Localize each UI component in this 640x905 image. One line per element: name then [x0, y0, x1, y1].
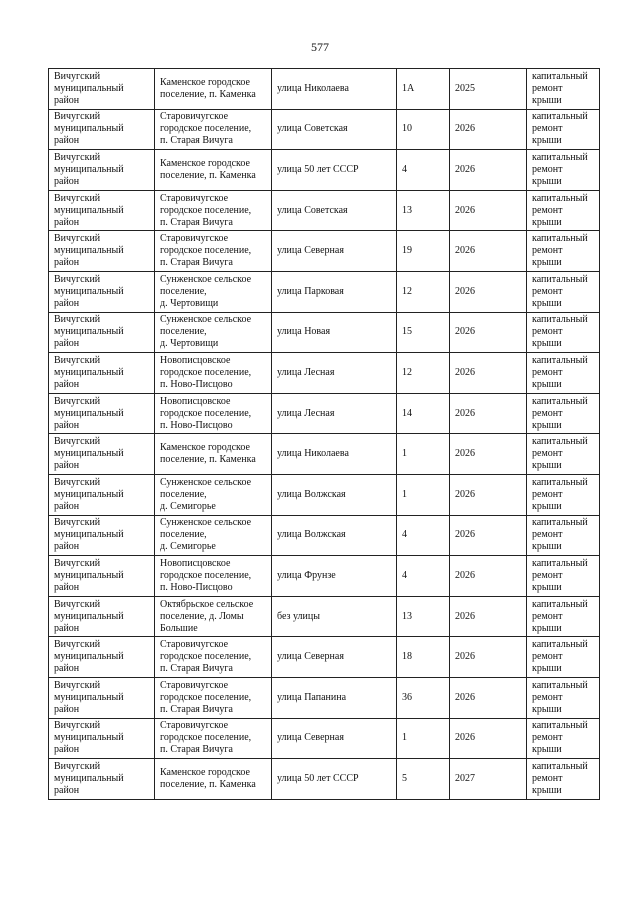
street-cell: улица Волжская [272, 515, 397, 556]
district-cell: Вичугский муниципальный район [49, 231, 155, 272]
work-type-cell: капитальный ремонт крыши [527, 231, 600, 272]
settlement-cell: Новописцовское городское поселение, п. Ново-Писцово [155, 353, 272, 394]
table-row [49, 271, 600, 312]
house-number-cell: 18 [397, 637, 450, 678]
table-row [49, 556, 600, 597]
settlement-cell: Старовичугское городское поселение, п. Старая Вичуга [155, 677, 272, 718]
house-number-cell: 12 [397, 353, 450, 394]
settlement-cell: Старовичугское городское поселение, п. Старая Вичуга [155, 637, 272, 678]
house-number-cell: 4 [397, 556, 450, 597]
house-number-cell: 4 [397, 515, 450, 556]
settlement-cell: Сунженское сельское поселение, д. Чертовищи [155, 312, 272, 353]
settlement-cell: Сунженское сельское поселение, д. Чертовищи [155, 271, 272, 312]
page-number: 577 [311, 40, 329, 54]
house-number-cell: 12 [397, 271, 450, 312]
settlement-cell: Старовичугское городское поселение, п. Старая Вичуга [155, 109, 272, 150]
table-row [49, 637, 600, 678]
district-cell: Вичугский муниципальный район [49, 190, 155, 231]
street-cell: улица Лесная [272, 393, 397, 434]
year-cell: 2026 [450, 271, 527, 312]
district-cell: Вичугский муниципальный район [49, 556, 155, 597]
table-row [49, 677, 600, 718]
year-cell: 2026 [450, 312, 527, 353]
district-cell: Вичугский муниципальный район [49, 312, 155, 353]
street-cell: улица Северная [272, 637, 397, 678]
table-row [49, 474, 600, 515]
table-row [49, 596, 600, 637]
street-cell: улица Фрунзе [272, 556, 397, 597]
year-cell: 2026 [450, 474, 527, 515]
district-cell: Вичугский муниципальный район [49, 271, 155, 312]
district-cell: Вичугский муниципальный район [49, 596, 155, 637]
year-cell: 2025 [450, 69, 527, 110]
work-type-cell: капитальный ремонт крыши [527, 150, 600, 191]
house-number-cell: 15 [397, 312, 450, 353]
settlement-cell: Каменское городское поселение, п. Каменка [155, 69, 272, 110]
year-cell: 2026 [450, 718, 527, 759]
table-row [49, 231, 600, 272]
work-type-cell: капитальный ремонт крыши [527, 353, 600, 394]
street-cell: улица Новая [272, 312, 397, 353]
year-cell: 2026 [450, 353, 527, 394]
work-type-cell: капитальный ремонт крыши [527, 596, 600, 637]
table-row [49, 190, 600, 231]
table-row [49, 150, 600, 191]
settlement-cell: Старовичугское городское поселение, п. Старая Вичуга [155, 718, 272, 759]
district-cell: Вичугский муниципальный район [49, 515, 155, 556]
house-number-cell: 19 [397, 231, 450, 272]
district-cell: Вичугский муниципальный район [49, 434, 155, 475]
street-cell: улица Парковая [272, 271, 397, 312]
house-number-cell: 13 [397, 190, 450, 231]
work-type-cell: капитальный ремонт крыши [527, 556, 600, 597]
street-cell: улица 50 лет СССР [272, 150, 397, 191]
district-cell: Вичугский муниципальный район [49, 677, 155, 718]
settlement-cell: Старовичугское городское поселение, п. Старая Вичуга [155, 231, 272, 272]
year-cell: 2026 [450, 556, 527, 597]
street-cell: улица Папанина [272, 677, 397, 718]
house-number-cell: 1 [397, 474, 450, 515]
work-type-cell: капитальный ремонт крыши [527, 190, 600, 231]
house-number-cell: 4 [397, 150, 450, 191]
housing-repair-table [48, 68, 600, 800]
work-type-cell: капитальный ремонт крыши [527, 434, 600, 475]
settlement-cell: Каменское городское поселение, п. Каменка [155, 150, 272, 191]
district-cell: Вичугский муниципальный район [49, 69, 155, 110]
work-type-cell: капитальный ремонт крыши [527, 677, 600, 718]
year-cell: 2027 [450, 759, 527, 800]
district-cell: Вичугский муниципальный район [49, 718, 155, 759]
year-cell: 2026 [450, 434, 527, 475]
table-body [49, 69, 600, 800]
house-number-cell: 1 [397, 434, 450, 475]
year-cell: 2026 [450, 677, 527, 718]
district-cell: Вичугский муниципальный район [49, 393, 155, 434]
settlement-cell: Каменское городское поселение, п. Каменка [155, 759, 272, 800]
district-cell: Вичугский муниципальный район [49, 637, 155, 678]
settlement-cell: Старовичугское городское поселение, п. Старая Вичуга [155, 190, 272, 231]
district-cell: Вичугский муниципальный район [49, 759, 155, 800]
work-type-cell: капитальный ремонт крыши [527, 109, 600, 150]
house-number-cell: 1 [397, 718, 450, 759]
work-type-cell: капитальный ремонт крыши [527, 393, 600, 434]
house-number-cell: 13 [397, 596, 450, 637]
year-cell: 2026 [450, 637, 527, 678]
table-row [49, 312, 600, 353]
work-type-cell: капитальный ремонт крыши [527, 515, 600, 556]
table-row [49, 434, 600, 475]
settlement-cell: Октябрьское сельское поселение, д. Ломы Большие [155, 596, 272, 637]
district-cell: Вичугский муниципальный район [49, 150, 155, 191]
year-cell: 2026 [450, 150, 527, 191]
district-cell: Вичугский муниципальный район [49, 353, 155, 394]
street-cell: улица Николаева [272, 69, 397, 110]
street-cell: без улицы [272, 596, 397, 637]
street-cell: улица Северная [272, 718, 397, 759]
street-cell: улица Советская [272, 190, 397, 231]
table-row [49, 353, 600, 394]
house-number-cell: 14 [397, 393, 450, 434]
year-cell: 2026 [450, 393, 527, 434]
house-number-cell: 5 [397, 759, 450, 800]
year-cell: 2026 [450, 596, 527, 637]
street-cell: улица 50 лет СССР [272, 759, 397, 800]
year-cell: 2026 [450, 231, 527, 272]
street-cell: улица Советская [272, 109, 397, 150]
work-type-cell: капитальный ремонт крыши [527, 69, 600, 110]
settlement-cell: Каменское городское поселение, п. Каменка [155, 434, 272, 475]
work-type-cell: капитальный ремонт крыши [527, 759, 600, 800]
table-row [49, 69, 600, 110]
year-cell: 2026 [450, 515, 527, 556]
settlement-cell: Сунженское сельское поселение, д. Семигорье [155, 515, 272, 556]
year-cell: 2026 [450, 109, 527, 150]
house-number-cell: 1А [397, 69, 450, 110]
settlement-cell: Новописцовское городское поселение, п. Ново-Писцово [155, 556, 272, 597]
street-cell: улица Северная [272, 231, 397, 272]
year-cell: 2026 [450, 190, 527, 231]
house-number-cell: 10 [397, 109, 450, 150]
street-cell: улица Николаева [272, 434, 397, 475]
work-type-cell: капитальный ремонт крыши [527, 637, 600, 678]
house-number-cell: 36 [397, 677, 450, 718]
district-cell: Вичугский муниципальный район [49, 474, 155, 515]
table-row [49, 718, 600, 759]
street-cell: улица Волжская [272, 474, 397, 515]
street-cell: улица Лесная [272, 353, 397, 394]
table-row [49, 515, 600, 556]
work-type-cell: капитальный ремонт крыши [527, 718, 600, 759]
work-type-cell: капитальный ремонт крыши [527, 474, 600, 515]
settlement-cell: Новописцовское городское поселение, п. Ново-Писцово [155, 393, 272, 434]
table-row [49, 109, 600, 150]
work-type-cell: капитальный ремонт крыши [527, 312, 600, 353]
table-row [49, 759, 600, 800]
district-cell: Вичугский муниципальный район [49, 109, 155, 150]
settlement-cell: Сунженское сельское поселение, д. Семигорье [155, 474, 272, 515]
table-row [49, 393, 600, 434]
work-type-cell: капитальный ремонт крыши [527, 271, 600, 312]
